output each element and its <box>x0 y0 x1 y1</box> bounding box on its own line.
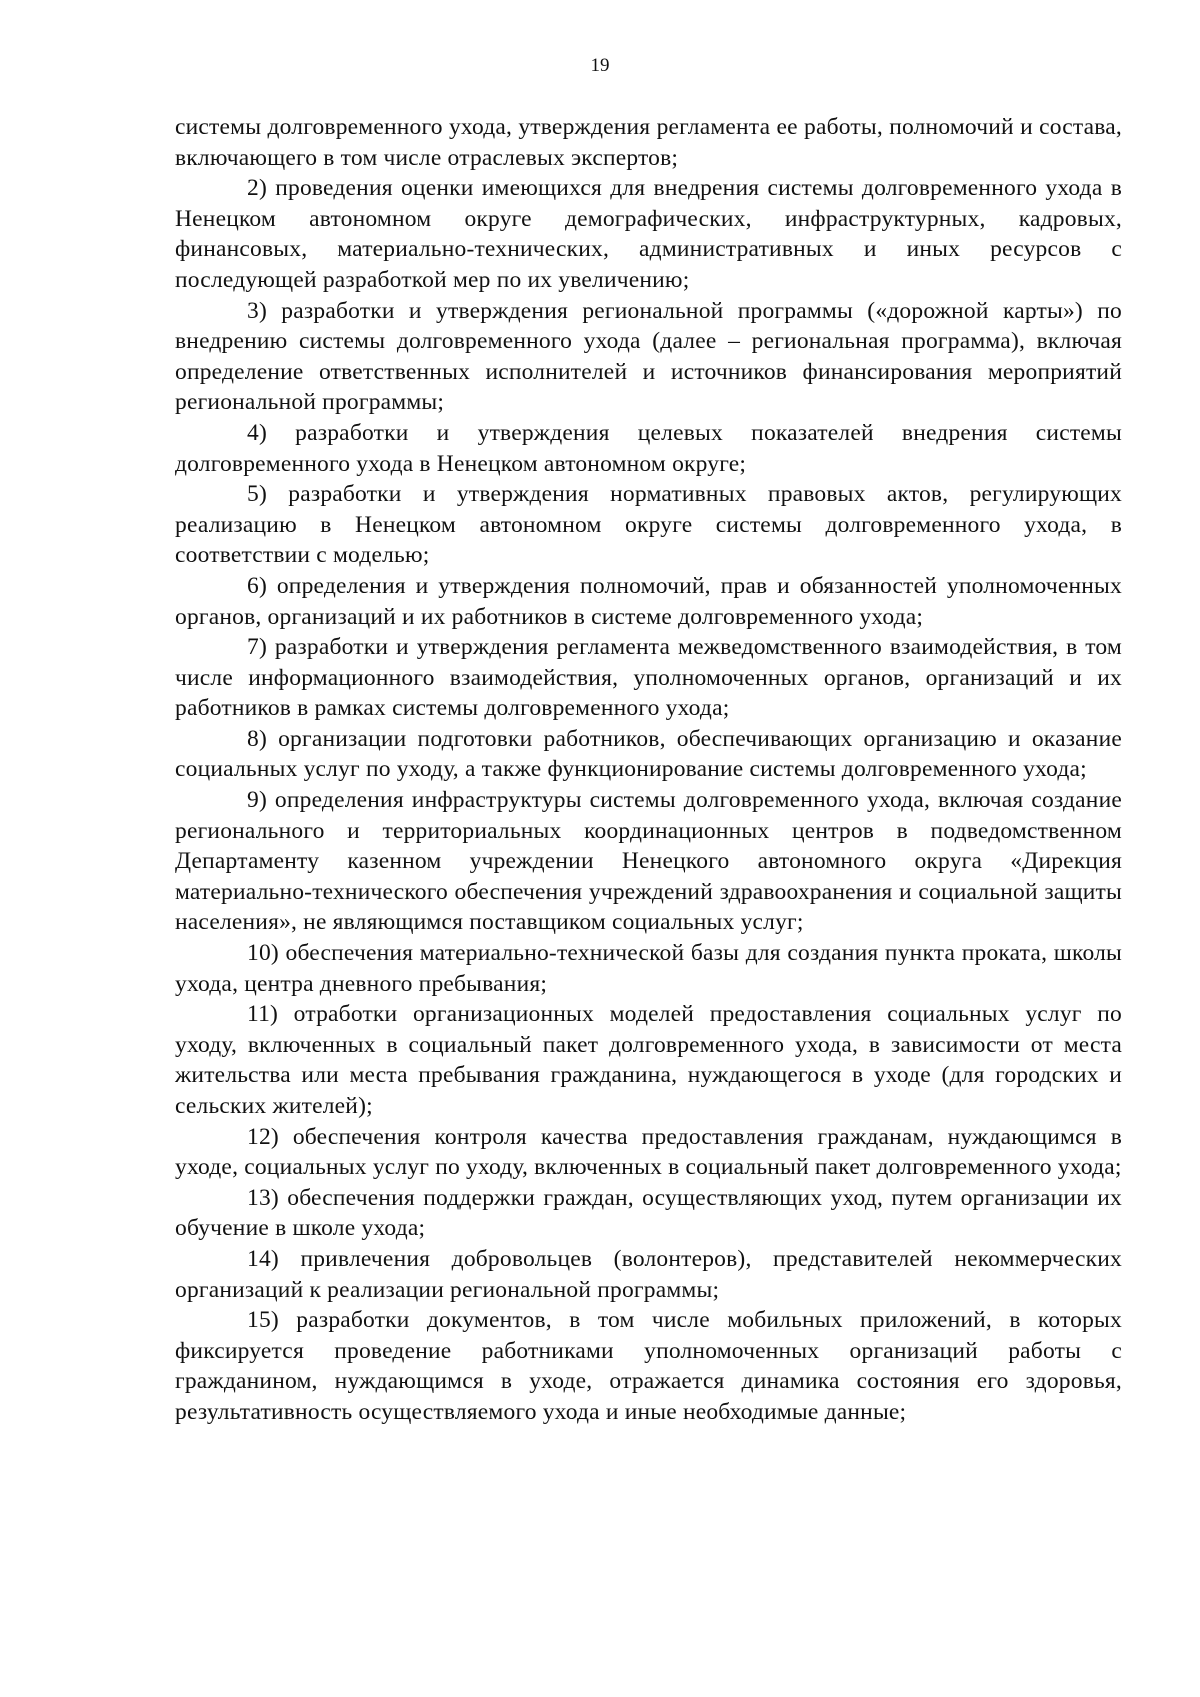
intro-paragraph: системы долговременного ухода, утверждения регламента ее работы, полномочий и состава, включающего в том числе отраслевых экспертов; <box>175 114 1122 171</box>
list-item-6: 6) определения и утверждения полномочий, прав и обязанностей уполномоченных органов, организаций и их работников в системе долговременного ухода; <box>175 572 1122 630</box>
list-item-15: 15) разработки документов, в том числе мобильных приложений, в которых фиксируется проведение работниками уполномоченных организаций работы с гражданином, нуждающимся в уходе, отражается динамика состояния его здоровья, результативность осуществляемого ухода и иные необходимые данные; <box>175 1307 1122 1425</box>
list-item-14: 14) привлечения добровольцев (волонтеров), представителей некоммерческих организаций к реализации региональной программы; <box>175 1245 1122 1303</box>
list-item-12: 12) обеспечения контроля качества предоставления гражданам, нуждающимся в уходе, социальных услуг по уходу, включенных в социальный пакет долговременного ухода; <box>175 1123 1122 1181</box>
list-item-13: 13) обеспечения поддержки граждан, осуществляющих уход, путем организации их обучение в школе ухода; <box>175 1184 1122 1242</box>
document-body <box>175 112 1122 1428</box>
list-item-2: 2) проведения оценки имеющихся для внедрения системы долговременного ухода в Ненецком автономном округе демографических, инфраструктурных, кадровых, финансовых, материально-технических, административных и иных ресурсов с последующей разработкой мер по их увеличению; <box>175 175 1122 293</box>
list-item-11: 11) отработки организационных моделей предоставления социальных услуг по уходу, включенных в социальный пакет долговременного ухода, в зависимости от места жительства или места пребывания гражданина, нуждающегося в уходе (для городских и сельских жителей); <box>175 1001 1122 1119</box>
list-item-4: 4) разработки и утверждения целевых показателей внедрения системы долговременного ухода в Ненецком автономном округе; <box>175 419 1122 477</box>
list-item-5: 5) разработки и утверждения нормативных правовых актов, регулирующих реализацию в Ненецком автономном округе системы долговременного ухода, в соответствии с моделью; <box>175 481 1122 569</box>
list-item-9: 9) определения инфраструктуры системы долговременного ухода, включая создание регионального и территориальных координационных центров в подведомственном Департаменту казенном учреждении Ненецкого автономного округа «Дирекция материально-технического обеспечения учреждений здравоохранения и социальной защиты населения», не являющимся поставщиком социальных услуг; <box>175 787 1122 936</box>
list-item-10: 10) обеспечения материально-технической базы для создания пункта проката, школы ухода, центра дневного пребывания; <box>175 940 1122 997</box>
list-item-8: 8) организации подготовки работников, обеспечивающих организацию и оказание социальных услуг по уходу, а также функционирование системы долговременного ухода; <box>175 725 1122 783</box>
list-item-7: 7) разработки и утверждения регламента межведомственного взаимодействия, в том числе информационного взаимодействия, уполномоченных органов, организаций и их работников в рамках системы долговременного ухода; <box>175 634 1122 722</box>
page-number: 19 <box>590 55 610 76</box>
list-item-3: 3) разработки и утверждения региональной программы («дорожной карты») по внедрению системы долговременного ухода (далее – региональная программа), включая определение ответственных исполнителей и источников финансирования мероприятий региональной программы; <box>175 297 1122 416</box>
